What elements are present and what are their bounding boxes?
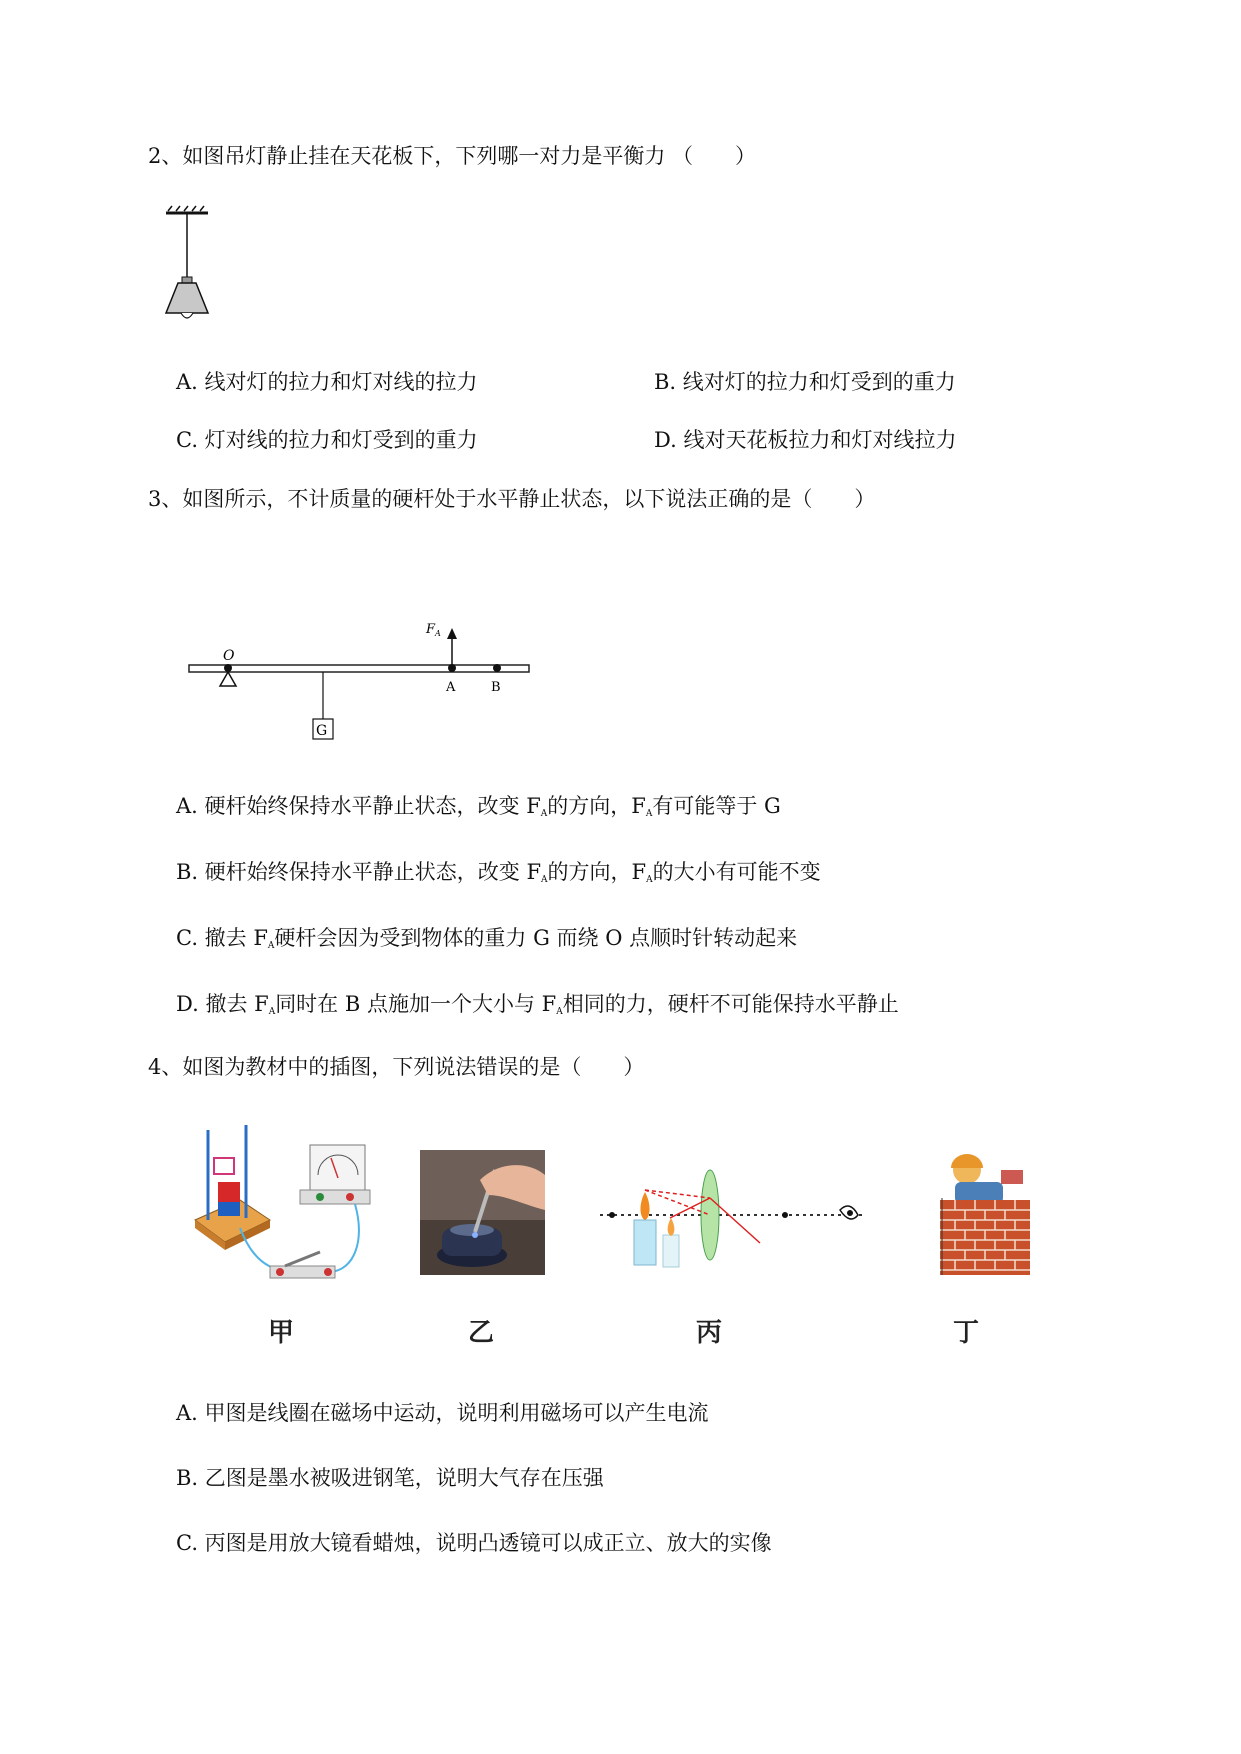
q2-option-c[interactable]: C. 灯对线的拉力和灯受到的重力 bbox=[176, 428, 478, 452]
figure-yi-ink-pen bbox=[420, 1150, 545, 1275]
question-2-stem: 2、如图吊灯静止挂在天花板下，下列哪一对力是平衡力 （ ） bbox=[148, 144, 757, 168]
caption-bing: 丙 bbox=[696, 1318, 723, 1348]
weight-label-g: G bbox=[316, 723, 328, 739]
caption-jia: 甲 bbox=[268, 1318, 295, 1348]
question-3-stem: 3、如图所示，不计质量的硬杆处于水平静止状态，以下说法正确的是（ ） bbox=[148, 487, 876, 511]
q3-option-a[interactable]: A. 硬杆始终保持水平静止状态，改变 $F_A$的方向，$F_A$有可能等于 G bbox=[176, 794, 781, 819]
q3-option-b[interactable]: B. 硬杆始终保持水平静止状态，改变 $F_A$的方向，$F_A$的大小有可能不变 bbox=[176, 860, 821, 885]
q4-option-a[interactable]: A. 甲图是线圈在磁场中运动，说明利用磁场可以产生电流 bbox=[176, 1401, 709, 1425]
caption-yi: 乙 bbox=[468, 1318, 495, 1348]
q3-option-d[interactable]: D. 撤去 $F_A$同时在 B 点施加一个大小与 $F_A$相同的力，硬杆不可能保持水平静止 bbox=[176, 992, 899, 1017]
q2-option-a[interactable]: A. 线对灯的拉力和灯对线的拉力 bbox=[176, 370, 478, 394]
q3-option-c[interactable]: C. 撤去 $F_A$硬杆会因为受到物体的重力 G 而绕 O 点顺时针转动起来 bbox=[176, 926, 798, 951]
q2-option-d[interactable]: D. 线对天花板拉力和灯对线拉力 bbox=[654, 428, 957, 452]
caption-ding: 丁 bbox=[953, 1318, 980, 1348]
figure-ding-brick-wall bbox=[935, 1148, 1035, 1278]
ceiling-lamp-figure bbox=[150, 205, 230, 325]
q4-option-c[interactable]: C. 丙图是用放大镜看蜡烛，说明凸透镜可以成正立、放大的实像 bbox=[176, 1531, 772, 1555]
pivot-label-o: O bbox=[223, 648, 235, 664]
question-4-stem: 4、如图为教材中的插图，下列说法错误的是（ ） bbox=[148, 1055, 645, 1079]
lever-figure bbox=[180, 615, 540, 745]
point-label-a: A bbox=[446, 680, 456, 695]
point-label-b: B bbox=[491, 680, 501, 695]
force-label-fa: $F_A$ bbox=[426, 622, 441, 638]
figure-jia-induction bbox=[190, 1120, 390, 1300]
q4-option-b[interactable]: B. 乙图是墨水被吸进钢笔，说明大气存在压强 bbox=[176, 1466, 604, 1490]
q2-option-b[interactable]: B. 线对灯的拉力和灯受到的重力 bbox=[654, 370, 956, 394]
figure-bing-lens-candle bbox=[600, 1170, 870, 1290]
